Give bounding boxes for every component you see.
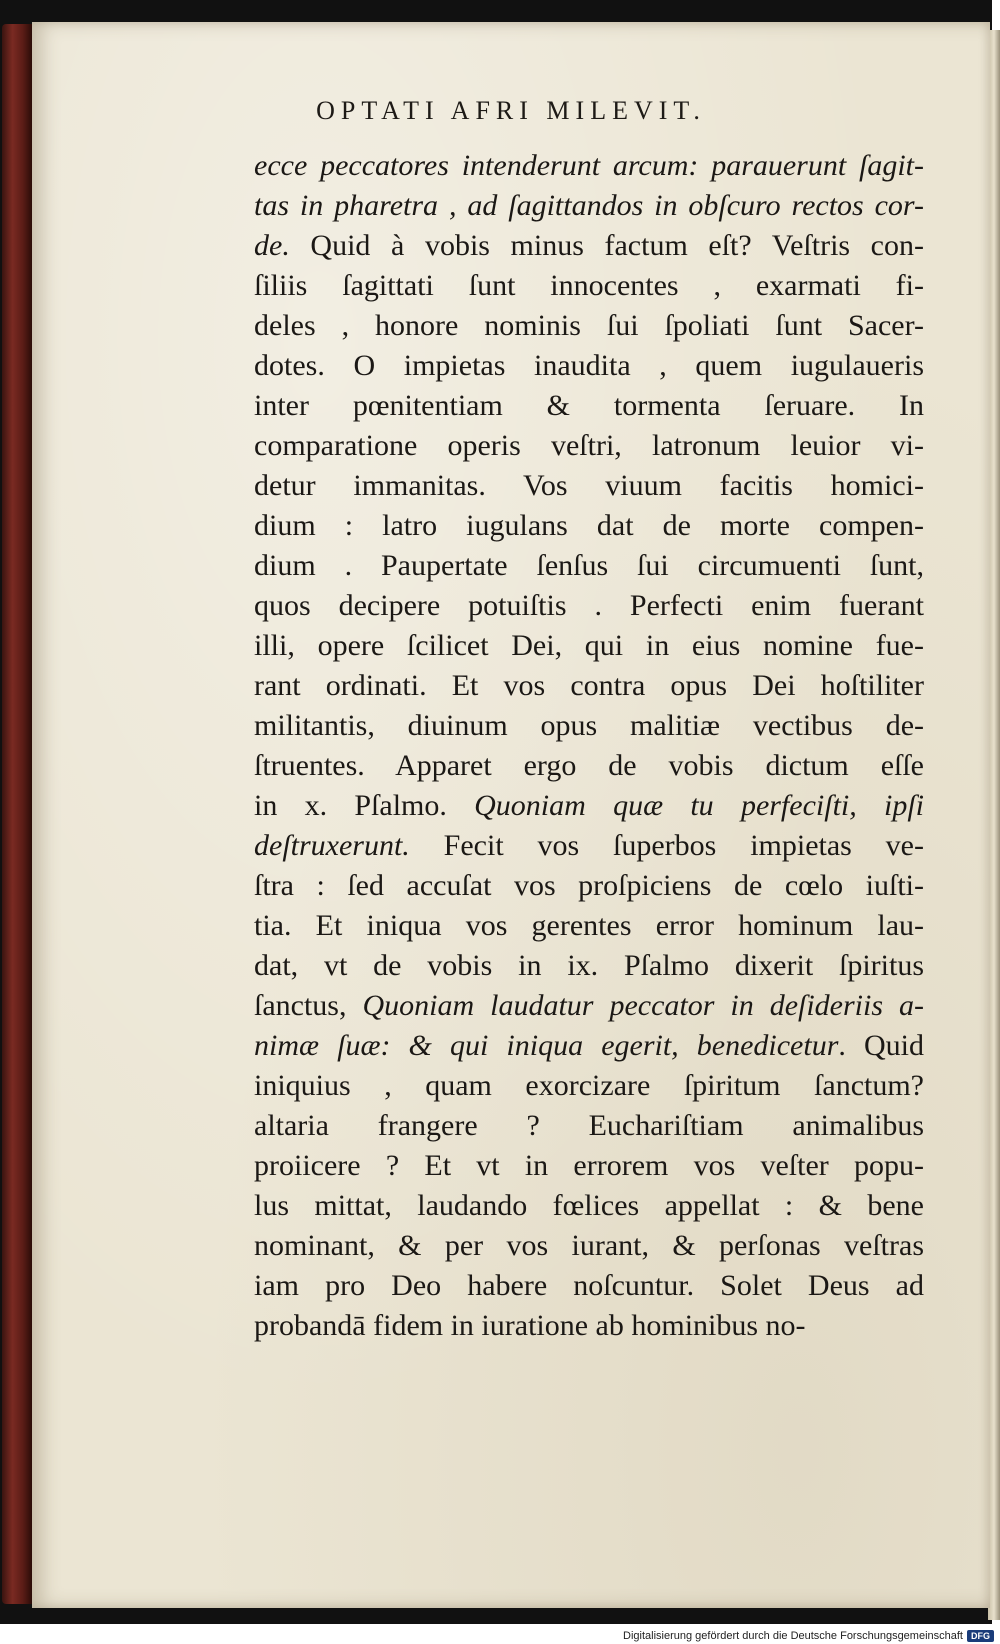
- text-line: [254, 146, 924, 186]
- text-line: [254, 266, 924, 306]
- digitization-credit: [623, 1630, 994, 1642]
- text-segment: rant ordinati. Et vos contra opus Dei hoſtiliter: [254, 669, 924, 702]
- text-line: [254, 706, 924, 746]
- text-line: [254, 306, 924, 346]
- text-segment: detur immanitas. Vos viuum facitis homici-: [254, 469, 924, 502]
- text-segment: proiicere ? Et vt in errorem vos veſter popu-: [254, 1149, 924, 1182]
- text-line: [254, 426, 924, 466]
- text-segment: inter pœnitentiam & tormenta ſeruare. In: [254, 389, 924, 422]
- text-line: [254, 1026, 924, 1066]
- text-line: [254, 186, 924, 226]
- text-line: [254, 826, 924, 866]
- text-segment: tia. Et iniqua vos gerentes error hominum lau-: [254, 909, 924, 942]
- text-line: [254, 866, 924, 906]
- text-segment: . Quid: [838, 1029, 924, 1062]
- italic-text-segment: ecce peccatores intenderunt arcum: parauerunt ſagit-: [254, 149, 924, 182]
- text-line: [254, 506, 924, 546]
- text-segment: altaria frangere ? Euchariſtiam animalibus: [254, 1109, 924, 1142]
- text-line: [254, 466, 924, 506]
- text-line: [254, 346, 924, 386]
- text-segment: ſtra : ſed accuſat vos proſpiciens de cœlo iuſti-: [254, 869, 924, 902]
- text-line: [254, 386, 924, 426]
- body-text: [254, 146, 924, 1346]
- text-line: [254, 946, 924, 986]
- text-segment: quos decipere potuiſtis . Perfecti enim fuerant: [254, 589, 924, 622]
- text-segment: dat, vt de vobis in ix. Pſalmo dixerit ſpiritus: [254, 949, 924, 982]
- text-line: [254, 786, 924, 826]
- text-line: [254, 746, 924, 786]
- dfg-logo: DFG: [967, 1630, 994, 1642]
- text-segment: in x. Pſalmo.: [254, 789, 475, 822]
- text-line: [254, 586, 924, 626]
- text-line: [254, 226, 924, 266]
- book-page: [32, 22, 990, 1608]
- text-line: [254, 986, 924, 1026]
- text-segment: Quid à vobis minus factum eſt? Veſtris con-: [289, 229, 924, 262]
- text-segment: comparatione operis veſtri, latronum leuior vi-: [254, 429, 924, 462]
- text-segment: iam pro Deo habere noſcuntur. Solet Deus ad: [254, 1269, 924, 1302]
- running-head: OPTATI AFRI MILEVIT.: [316, 96, 706, 125]
- text-line: [254, 1186, 924, 1226]
- text-line: [254, 1306, 924, 1346]
- italic-text-segment: tas in pharetra , ad ſagittandos in obſcuro rectos cor-: [254, 189, 924, 222]
- text-line: [254, 666, 924, 706]
- text-segment: iniquius , quam exorcizare ſpiritum ſanctum?: [254, 1069, 924, 1102]
- italic-text-segment: deſtruxerunt.: [254, 829, 410, 862]
- text-segment: lus mittat, laudando fœlices appellat : & bene: [254, 1189, 924, 1222]
- text-line: [254, 626, 924, 666]
- italic-text-segment: Quoniam quæ tu perfeciſti, ipſi: [474, 789, 925, 822]
- text-line: [254, 1146, 924, 1186]
- text-line: [254, 906, 924, 946]
- text-line: [254, 1106, 924, 1146]
- text-segment: militantis, diuinum opus malitiæ vectibus de-: [254, 709, 924, 742]
- text-segment: illi, opere ſcilicet Dei, qui in eius nomine fue-: [254, 629, 924, 662]
- text-segment: dium : latro iugulans dat de morte compen-: [254, 509, 924, 542]
- text-segment: deles , honore nominis ſui ſpoliati ſunt Sacer-: [254, 309, 924, 342]
- italic-text-segment: nimæ ſuæ: & qui iniqua egerit, benedicetur: [254, 1029, 839, 1062]
- text-line: [254, 1226, 924, 1266]
- text-segment: probandā fidem in iuratione ab hominibus no-: [254, 1309, 806, 1342]
- text-segment: ſanctus,: [254, 989, 363, 1022]
- book-binding-edge: [2, 24, 32, 1604]
- italic-text-segment: de.: [254, 229, 290, 262]
- text-segment: dium . Paupertate ſenſus ſui circumuenti ſunt,: [254, 549, 924, 582]
- text-segment: Fecit vos ſuperbos impietas ve-: [409, 829, 924, 862]
- text-line: [254, 1066, 924, 1106]
- credit-text: Digitalisierung gefördert durch die Deutsche Forschungsgemeinschaft: [623, 1630, 963, 1642]
- text-line: [254, 1266, 924, 1306]
- text-segment: nominant, & per vos iurant, & perſonas veſtras: [254, 1229, 924, 1262]
- text-segment: dotes. O impietas inaudita , quem iugulaueris: [254, 349, 924, 382]
- text-segment: ſiliis ſagittati ſunt innocentes , exarmati fi-: [254, 269, 924, 302]
- text-segment: ſtruentes. Apparet ergo de vobis dictum eſſe: [254, 749, 924, 782]
- italic-text-segment: Quoniam laudatur peccator in deſideriis a-: [362, 989, 924, 1022]
- text-line: [254, 546, 924, 586]
